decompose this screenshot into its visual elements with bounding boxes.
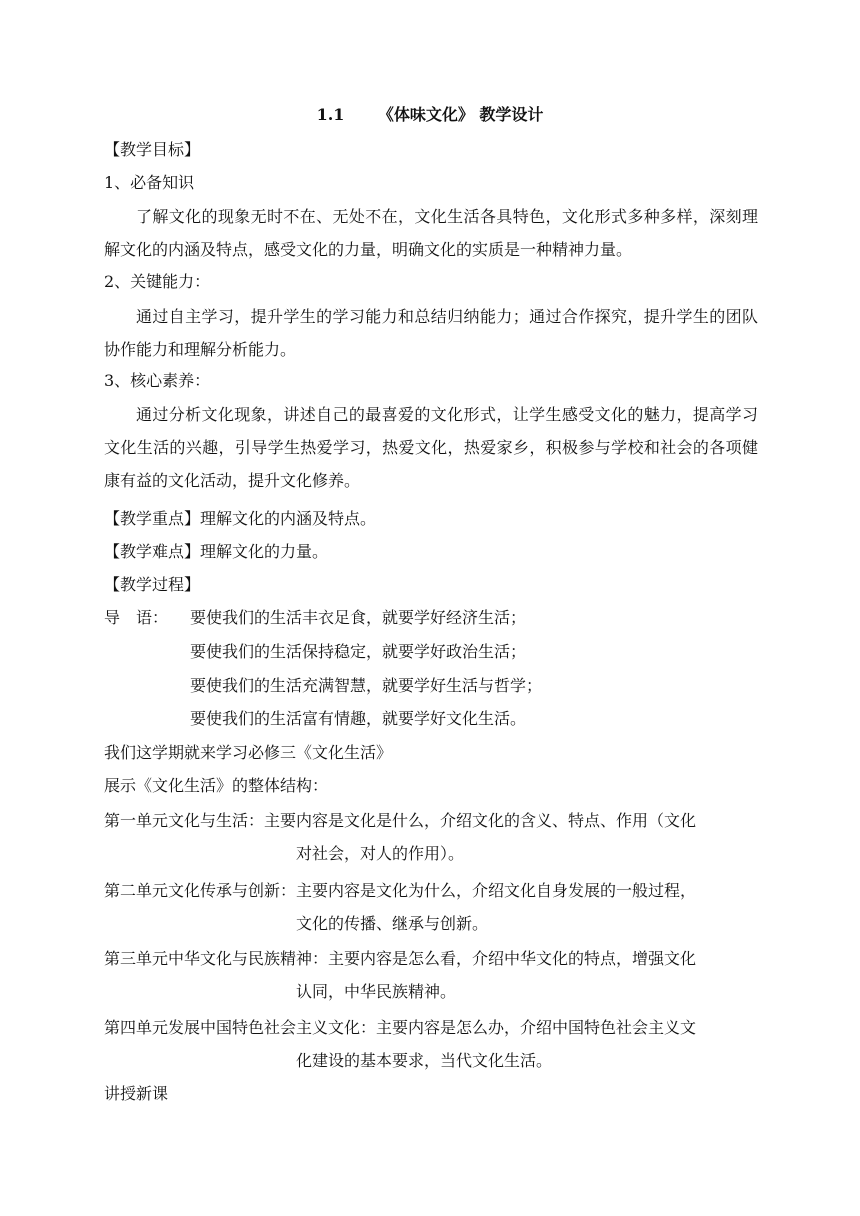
new-lesson-heading: 讲授新课 — [104, 1084, 169, 1103]
process-heading: 【教学过程】 — [104, 575, 201, 594]
objectives-heading: 【教学目标】 — [104, 140, 201, 159]
intro-line: 要使我们的生活富有情趣，就要学好文化生活。 — [190, 709, 527, 728]
intro-line: 要使我们的生活丰衣足食，就要学好经济生活； — [190, 608, 527, 627]
key-point: 【教学重点】理解文化的内涵及特点。 — [104, 509, 377, 528]
unit-first-line: 第一单元文化与生活：主要内容是文化是什么，介绍文化的含义、特点、作用（文化 — [104, 811, 697, 830]
unit-item — [104, 942, 758, 1008]
literacy-text: 通过分析文化现象，讲述自己的最喜爱的文化形式，让学生感受文化的魅力，提高学习文化生活的兴趣，引导学生热爱学习，热爱文化，热爱家乡，积极参与学校和社会的各项健康有益的文化活动，提升文化修养。 — [104, 405, 758, 490]
intro-line: 要使我们的生活保持稳定，就要学好政治生活； — [190, 642, 527, 661]
intro-label: 导 语： — [104, 608, 169, 627]
ability-text: 通过自主学习，提升学生的学习能力和总结归纳能力；通过合作探究，提升学生的团队协作能力和理解分析能力。 — [104, 307, 758, 359]
unit-continuation: 文化的传播、继承与创新。 — [296, 914, 489, 933]
knowledge-text: 了解文化的现象无时不在、无处不在，文化生活各具特色，文化形式多种多样，深刻理解文化的内涵及特点，感受文化的力量，明确文化的实质是一种精神力量。 — [104, 207, 758, 259]
title-number: 1.1 — [316, 105, 345, 124]
unit-continuation: 对社会，对人的作用）。 — [296, 844, 465, 863]
unit-first-line: 第四单元发展中国特色社会主义文化：主要内容是怎么办，介绍中国特色社会主义文 — [104, 1018, 697, 1037]
unit-item — [104, 874, 758, 940]
ability-label: 2、关键能力： — [104, 272, 211, 291]
structure-heading: 展示《文化生活》的整体结构： — [104, 776, 329, 795]
unit-first-line: 第三单元中华文化与民族精神：主要内容是怎么看，介绍中华文化的特点，增强文化 — [104, 949, 697, 968]
semester-text: 我们这学期就来学习必修三《文化生活》 — [104, 743, 393, 762]
unit-continuation: 化建设的基本要求，当代文化生活。 — [296, 1051, 553, 1070]
unit-continuation: 认同，中华民族精神。 — [296, 982, 457, 1001]
document-title — [0, 104, 860, 126]
difficult-point: 【教学难点】理解文化的力量。 — [104, 542, 329, 561]
intro-line: 要使我们的生活充满智慧，就要学好生活与哲学； — [190, 676, 543, 695]
unit-item — [104, 1011, 758, 1077]
unit-first-line: 第二单元文化传承与创新：主要内容是文化为什么，介绍文化自身发展的一般过程， — [104, 881, 697, 900]
knowledge-label: 1、必备知识 — [104, 173, 195, 192]
literacy-label: 3、核心素养： — [104, 371, 211, 390]
title-name: 《体味文化》 教学设计 — [377, 105, 544, 124]
unit-item — [104, 804, 758, 870]
